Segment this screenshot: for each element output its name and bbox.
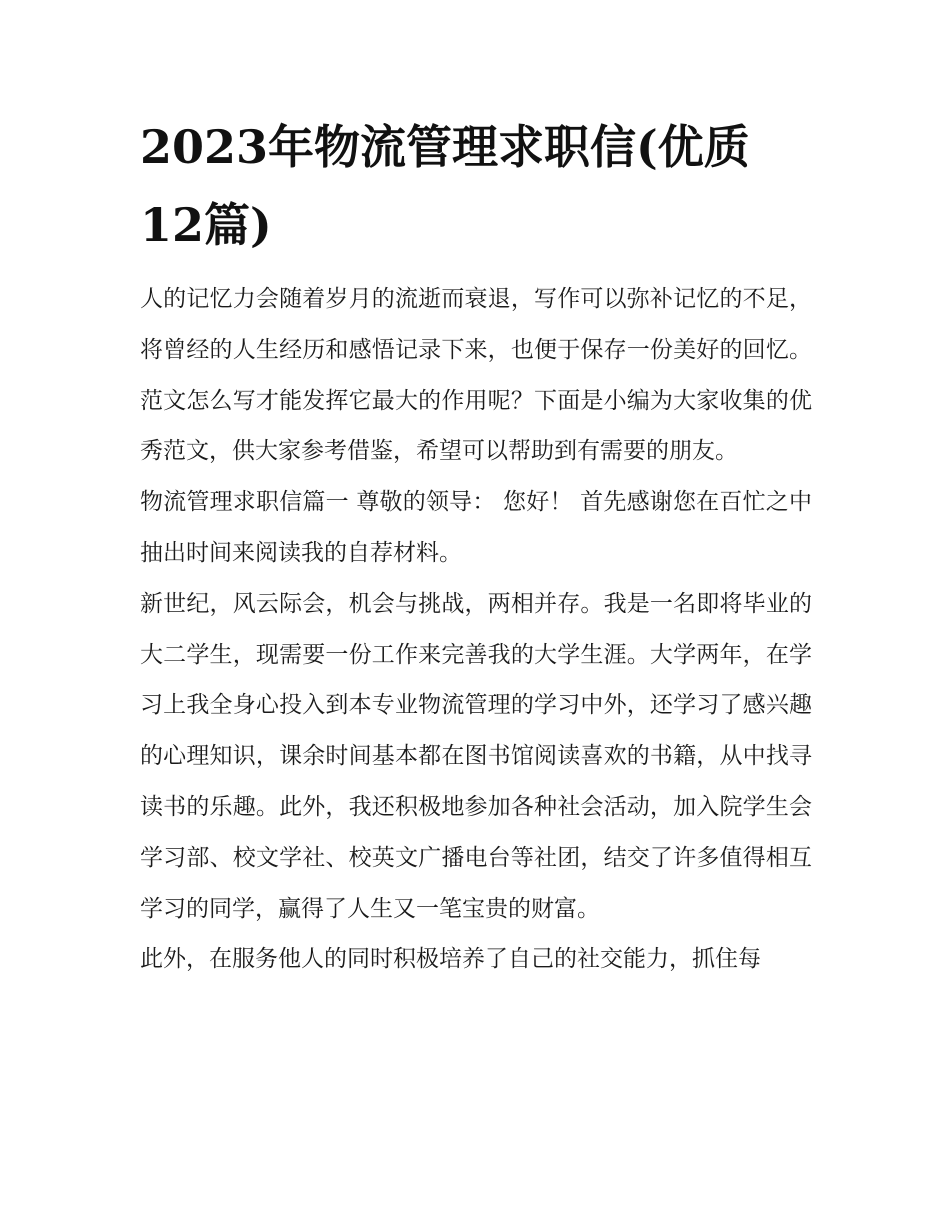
- paragraph-intro: 人的记忆力会随着岁月的流逝而衰退，写作可以弥补记忆的不足，将曾经的人生经历和感悟记录下来，也便于保存一份美好的回忆。范文怎么写才能发挥它最大的作用呢？下面是小编为大家收集的优秀范文，供大家参考借鉴，希望可以帮助到有需要的朋友。: [140, 286, 812, 465]
- paragraph-continuation: 此外，在服务他人的同时积极培养了自己的社交能力，抓住每: [140, 946, 761, 973]
- document-body: [140, 274, 812, 985]
- paragraph-background: 新世纪，风云际会，机会与挑战，两相并存。我是一名即将毕业的大二学生，现需要一份工作来完善我的大学生涯。大学两年，在学习上我全身心投入到本专业物流管理的学习中外，还学习了感兴趣的心理知识，课余时间基本都在图书馆阅读喜欢的书籍，从中找寻读书的乐趣。此外，我还积极地参加各种社会活动，加入院学生会学习部、校文学社、校英文广播电台等社团，结交了许多值得相互学习的同学，赢得了人生又一笔宝贵的财富。: [140, 590, 812, 922]
- paragraph-salutation: 物流管理求职信篇一 尊敬的领导： 您好！ 首先感谢您在百忙之中抽出时间来阅读我的自荐材料。: [140, 489, 812, 566]
- document-page: [140, 108, 812, 985]
- document-title: 2023年物流管理求职信(优质12篇): [140, 120, 750, 252]
